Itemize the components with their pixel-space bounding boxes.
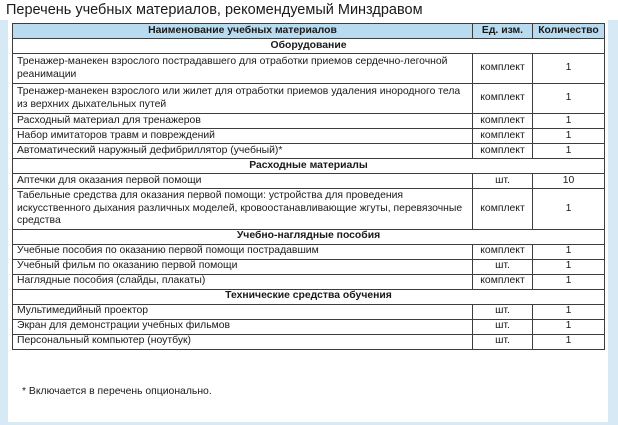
item-unit: комплект — [473, 244, 533, 259]
item-unit: комплект — [473, 54, 533, 84]
footnote: * Включается в перечень опционально. — [22, 386, 212, 397]
item-quantity: 1 — [533, 334, 605, 349]
page-title: Перечень учебных материалов, рекомендуемый Минздравом — [6, 2, 423, 18]
section-heading: Оборудование — [13, 39, 605, 54]
item-name: Расходный материал для тренажеров — [13, 114, 473, 129]
item-name: Тренажер-манекен взрослого или жилет для отработки приемов удаления инородного тела из верхних дыхательных путей — [13, 84, 473, 114]
item-quantity: 10 — [533, 174, 605, 189]
section-heading: Технические средства обучения — [13, 289, 605, 304]
item-unit: комплект — [473, 189, 533, 230]
table-row — [13, 54, 605, 84]
item-name: Тренажер-манекен взрослого пострадавшего для отработки приемов сердечно-легочной реанимации — [13, 54, 473, 84]
item-name: Персональный компьютер (ноутбук) — [13, 334, 473, 349]
materials-table — [12, 23, 605, 350]
item-quantity: 1 — [533, 189, 605, 230]
section-heading: Учебно-наглядные пособия — [13, 229, 605, 244]
item-quantity: 1 — [533, 84, 605, 114]
item-name: Учебные пособия по оказанию первой помощи пострадавшим — [13, 244, 473, 259]
item-unit: шт. — [473, 259, 533, 274]
item-name: Аптечки для оказания первой помощи — [13, 174, 473, 189]
table-row — [13, 319, 605, 334]
item-quantity: 1 — [533, 129, 605, 144]
item-unit: шт. — [473, 174, 533, 189]
section-row — [13, 39, 605, 54]
item-unit: комплект — [473, 84, 533, 114]
item-unit: комплект — [473, 144, 533, 159]
table-row — [13, 334, 605, 349]
item-name: Автоматический наружный дефибриллятор (учебный)* — [13, 144, 473, 159]
table-row — [13, 174, 605, 189]
item-name: Табельные средства для оказания первой помощи: устройства для проведения искусственного дыхания различных моделей, кровоостанавливающие жгуты, перевязочные средства — [13, 189, 473, 230]
section-row — [13, 159, 605, 174]
item-name: Экран для демонстрации учебных фильмов — [13, 319, 473, 334]
table-header-row — [13, 24, 605, 39]
item-unit: комплект — [473, 114, 533, 129]
column-header-unit: Ед. изм. — [473, 24, 533, 39]
item-name: Набор имитаторов травм и повреждений — [13, 129, 473, 144]
item-quantity: 1 — [533, 259, 605, 274]
item-unit: шт. — [473, 319, 533, 334]
table-row — [13, 304, 605, 319]
table-row — [13, 84, 605, 114]
table-panel — [0, 20, 618, 425]
table-row — [13, 274, 605, 289]
table-row — [13, 189, 605, 230]
item-unit: шт. — [473, 334, 533, 349]
table-sheet — [8, 20, 608, 422]
table-row — [13, 244, 605, 259]
table-row — [13, 114, 605, 129]
column-header-name: Наименование учебных материалов — [13, 24, 473, 39]
table-row — [13, 144, 605, 159]
section-heading: Расходные материалы — [13, 159, 605, 174]
item-quantity: 1 — [533, 304, 605, 319]
section-row — [13, 289, 605, 304]
item-unit: комплект — [473, 129, 533, 144]
column-header-quantity: Количество — [533, 24, 605, 39]
item-quantity: 1 — [533, 319, 605, 334]
item-name: Мультимедийный проектор — [13, 304, 473, 319]
item-quantity: 1 — [533, 54, 605, 84]
item-quantity: 1 — [533, 244, 605, 259]
item-quantity: 1 — [533, 274, 605, 289]
table-row — [13, 129, 605, 144]
item-quantity: 1 — [533, 114, 605, 129]
section-row — [13, 229, 605, 244]
item-name: Наглядные пособия (слайды, плакаты) — [13, 274, 473, 289]
item-name: Учебный фильм по оказанию первой помощи — [13, 259, 473, 274]
item-quantity: 1 — [533, 144, 605, 159]
item-unit: комплект — [473, 274, 533, 289]
item-unit: шт. — [473, 304, 533, 319]
table-row — [13, 259, 605, 274]
